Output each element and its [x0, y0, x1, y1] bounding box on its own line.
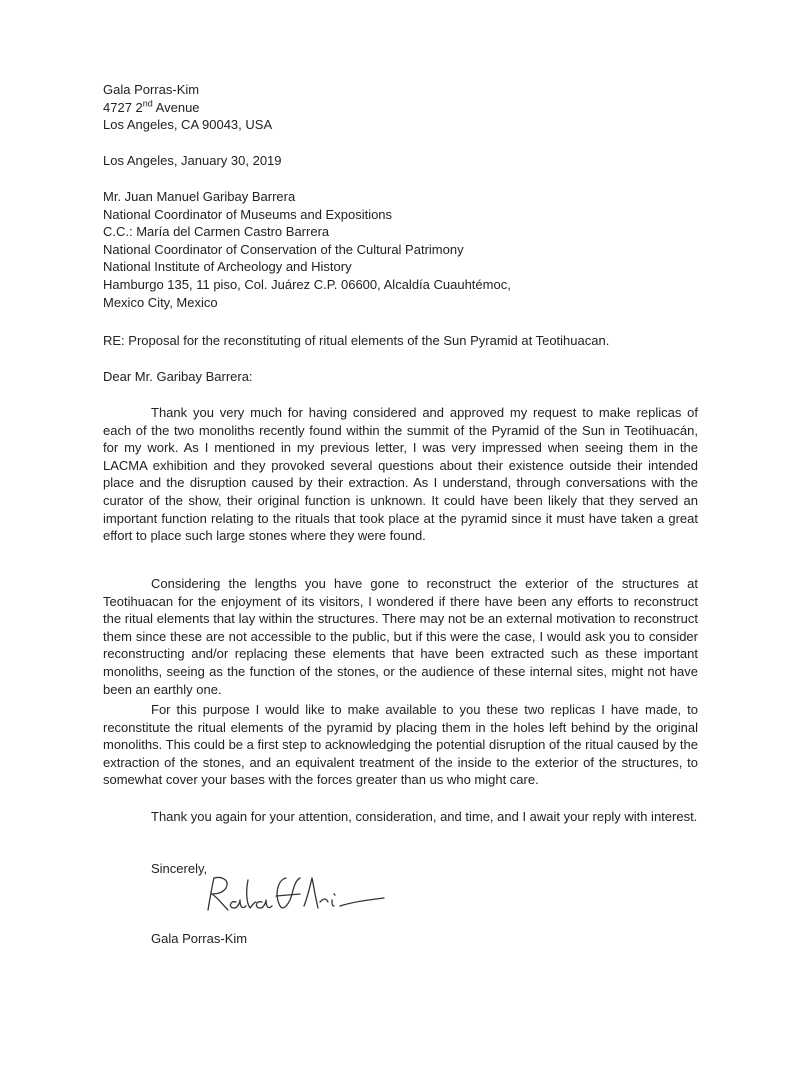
recipient-line: National Coordinator of Museums and Expositions [103, 206, 393, 222]
recipient-address [103, 188, 698, 311]
body-paragraph: For this purpose I would like to make available to you these two replicas I have made, to reconstitute the ritual elements of the pyramid by placing them in the holes left behind by the original monoliths. This could be a first step to acknowledging the potential disruption of the ritual caused by the extraction of the stones, and an equivalent treatment of the inside to the exterior of the structures, to somewhat cover your bases with the forces greater than us who might care. [103, 702, 698, 788]
body-paragraph: Thank you again for your attention, consideration, and time, and I await your reply with interest. [151, 809, 698, 824]
recipient-line: National Coordinator of Conservation of the Cultural Patrimony [103, 241, 464, 257]
letter-date: Los Angeles, January 30, 2019 [103, 153, 282, 168]
recipient-line: Mexico City, Mexico [103, 294, 218, 310]
sender-street: 4727 2nd Avenue [103, 98, 200, 115]
handwritten-signature [200, 872, 390, 920]
closing: Sincerely, [151, 861, 208, 876]
body-paragraph: Considering the lengths you have gone to reconstruct the exterior of the structures at Teotihuacan for the enjoyment of its visitors, I wondered if there have been any efforts to reconstruct the ritual elements that lay within the structures. There may not be an external motivation to reconstruct them since these are not accessible to the public, but if this were the case, I would ask you to consider reconstructing and/or replacing these elements that have been extracted such as these important monoliths, seeing as the function of the stones, or the audience of these internal sites, might not have been an earthly one. [103, 576, 698, 697]
sender-city: Los Angeles, CA 90043, USA [103, 117, 273, 133]
recipient-line: Mr. Juan Manuel Garibay Barrera [103, 189, 296, 204]
recipient-line: C.C.: María del Carmen Castro Barrera [103, 224, 330, 240]
subject-line: RE: Proposal for the reconstituting of ritual elements of the Sun Pyramid at Teotihuacan. [103, 333, 610, 348]
body-paragraph: Thank you very much for having considered and approved my request to make replicas of each of the two monoliths recently found within the summit of the Pyramid of the Sun in Teotihuacán, for my work. As I mentioned in my previous letter, I was very impressed when seeing them in the LACMA exhibition and they provoked several questions about their existence outside their intended place and the disruption caused by their extraction. As I understand, through conversations with the curator of the show, their original function is unknown. It could have been likely that they served an important function relating to the rituals that took place at the pyramid since it must have taken a great effort to place such large stones where they were found. [103, 405, 698, 544]
recipient-line: National Institute of Archeology and History [103, 259, 352, 275]
signature-name: Gala Porras-Kim [151, 931, 248, 946]
sender-address [103, 81, 698, 134]
salutation: Dear Mr. Garibay Barrera: [103, 369, 253, 384]
recipient-line: Hamburgo 135, 11 piso, Col. Juárez C.P. 06600, Alcaldía Cuauhtémoc, [103, 276, 511, 292]
sender-name: Gala Porras-Kim [103, 82, 200, 97]
signature-icon [200, 872, 390, 920]
